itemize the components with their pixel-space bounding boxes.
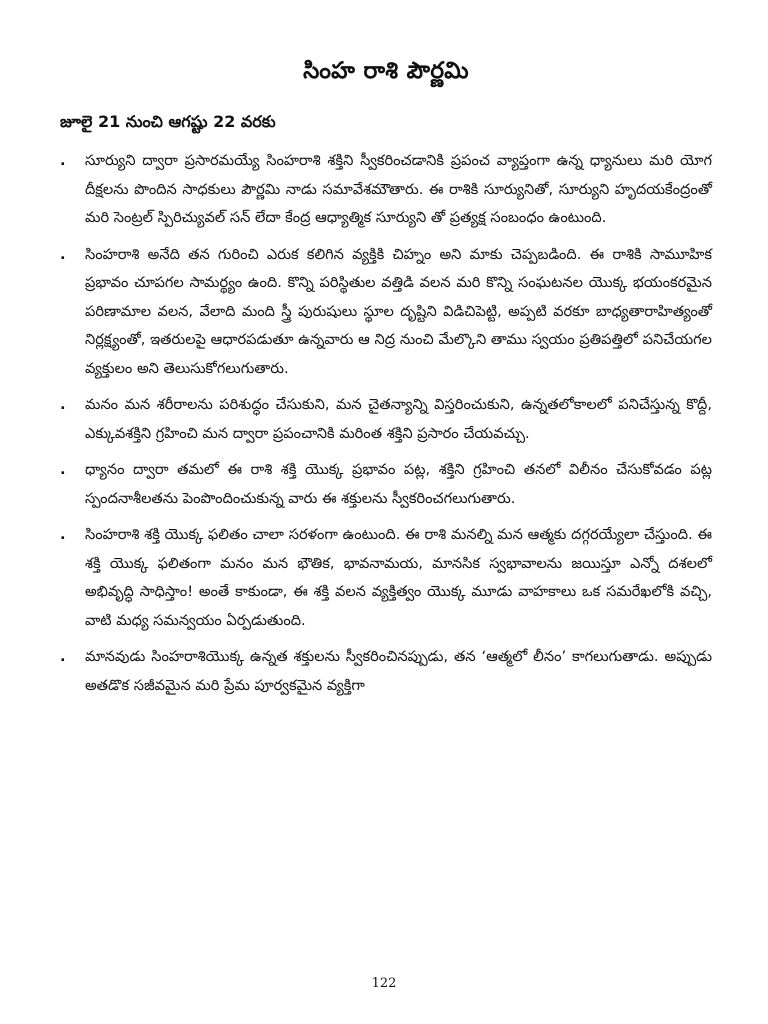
bullet-marker: . [60, 648, 66, 665]
bullet-marker: . [60, 461, 66, 478]
paragraph-text: మనం మన శరీరాలను పరిశుద్ధం చేసుకుని, మన చైతన్యాన్ని విస్తరించుకుని, ఉన్నతలోకాలలో పనిచేస్తున్న కొద్దీ, ఎక్కువశక్తిని గ్రహించి మన ద్వారా ప్రపంచానికి మరింత శక్తిని ప్రసారం చేయవచ్చు. [85, 396, 712, 442]
page-title: సింహ రాశి పౌర్ణమి [303, 58, 469, 84]
paragraph-text: మానవుడు సింహరాశియొక్క ఉన్నత శక్తులను స్వీకరించినప్పుడు, తన ‘ఆత్మలో లీనం’ కాగలుగుతాడు. అప్పుడు అతడొక సజీవమైన మరి ప్రేమ పూర్వకమైన వ్యక్తిగా [85, 648, 712, 694]
date-range-subtitle: జూలై 21 నుంచి ఆగష్టు 22 వరకు [60, 112, 276, 131]
list-item [60, 521, 712, 635]
paragraph-text: సింహరాశి శక్తి యొక్క ఫలితం చాలా సరళంగా ఉంటుంది. ఈ రాశి మనల్ని మన ఆత్మకు దగ్గరయ్యేలా చేస్తుంది. ఈ శక్తి యొక్క ఫలితంగా మనం మన భౌతిక, భావనామయ, మానసిక స్వభావాలను జయిస్తూ ఎన్నో దశలలో అభివృద్ధి సాధిస్తాం! అంతే కాకుండా, ఈ శక్తి వలన వ్యక్తిత్వం యొక్క మూడు వాహకాలు ఒక సమరేఖలోకి వచ్చి, వాటి మధ్య సమన్వయం ఏర్పడుతుంది. [85, 526, 712, 629]
list-item [60, 456, 712, 513]
paragraph-text: సింహరాశి అనేది తన గురించి ఎరుక కలిగిన వ్యక్తికి చిహ్నం అని మాకు చెప్పబడింది. ఈ రాశికి సామూహిక ప్రభావం చూపగల సామర్థ్యం ఉంది. కొన్ని పరిస్థితుల వత్తిడి వలన మరి కొన్ని సంఘటనల యొక్క భయంకరమైన పరిణామాల వలన, వేలాది మంది స్త్రీ పురుషులు స్థూల దృష్టిని విడిచిపెట్టి, అప్పటి వరకూ బాధ్యతారాహిత్యంతో నిర్లక్ష్యంతో, ఇతరులపై ఆధారపడుతూ ఉన్నవారు ఆ నిద్ర నుంచి మేల్కొని తాము స్వయం ప్రతిపత్తిలో పనిచేయగల వ్యక్తులం అని తెలుసుకోగలుగుతారు. [85, 245, 712, 377]
list-item [60, 241, 712, 384]
paragraph-text: ధ్యానం ద్వారా తమలో ఈ రాశి శక్తి యొక్క ప్రభావం పట్ల, శక్తిని గ్రహించి తనలో విలీనం చేసుకోవడం పట్ల స్పందనాశీలతను పెంపొందించుకున్న వారు ఈ శక్తులను స్వీకరించగలుగుతారు. [85, 461, 712, 507]
paragraph-list [60, 147, 712, 700]
list-item [60, 147, 712, 233]
paragraph-text: సూర్యుని ద్వారా ప్రసారమయ్యే సింహరాశి శక్తిని స్వీకరించడానికి ప్రపంచ వ్యాప్తంగా ఉన్న ధ్యానులు మరి యోగ దీక్షలను పొందిన సాధకులు పౌర్ణమి నాడు సమావేశమౌతారు. ఈ రాశికి సూర్యునితో, సూర్యుని హృదయకేంద్రంతో మరి సెంట్రల్ స్పిరిచ్యువల్ సన్ లేదా కేంద్ర ఆధ్యాత్మిక సూర్యుని తో ప్రత్యక్ష సంబంధం ఉంటుంది. [85, 152, 712, 226]
bullet-marker: . [60, 152, 66, 169]
bullet-marker: . [60, 245, 66, 263]
list-item [60, 391, 712, 448]
page-number: 122 [371, 976, 397, 991]
bullet-marker: . [60, 526, 66, 543]
list-item [60, 643, 712, 700]
bullet-marker: . [60, 396, 66, 413]
